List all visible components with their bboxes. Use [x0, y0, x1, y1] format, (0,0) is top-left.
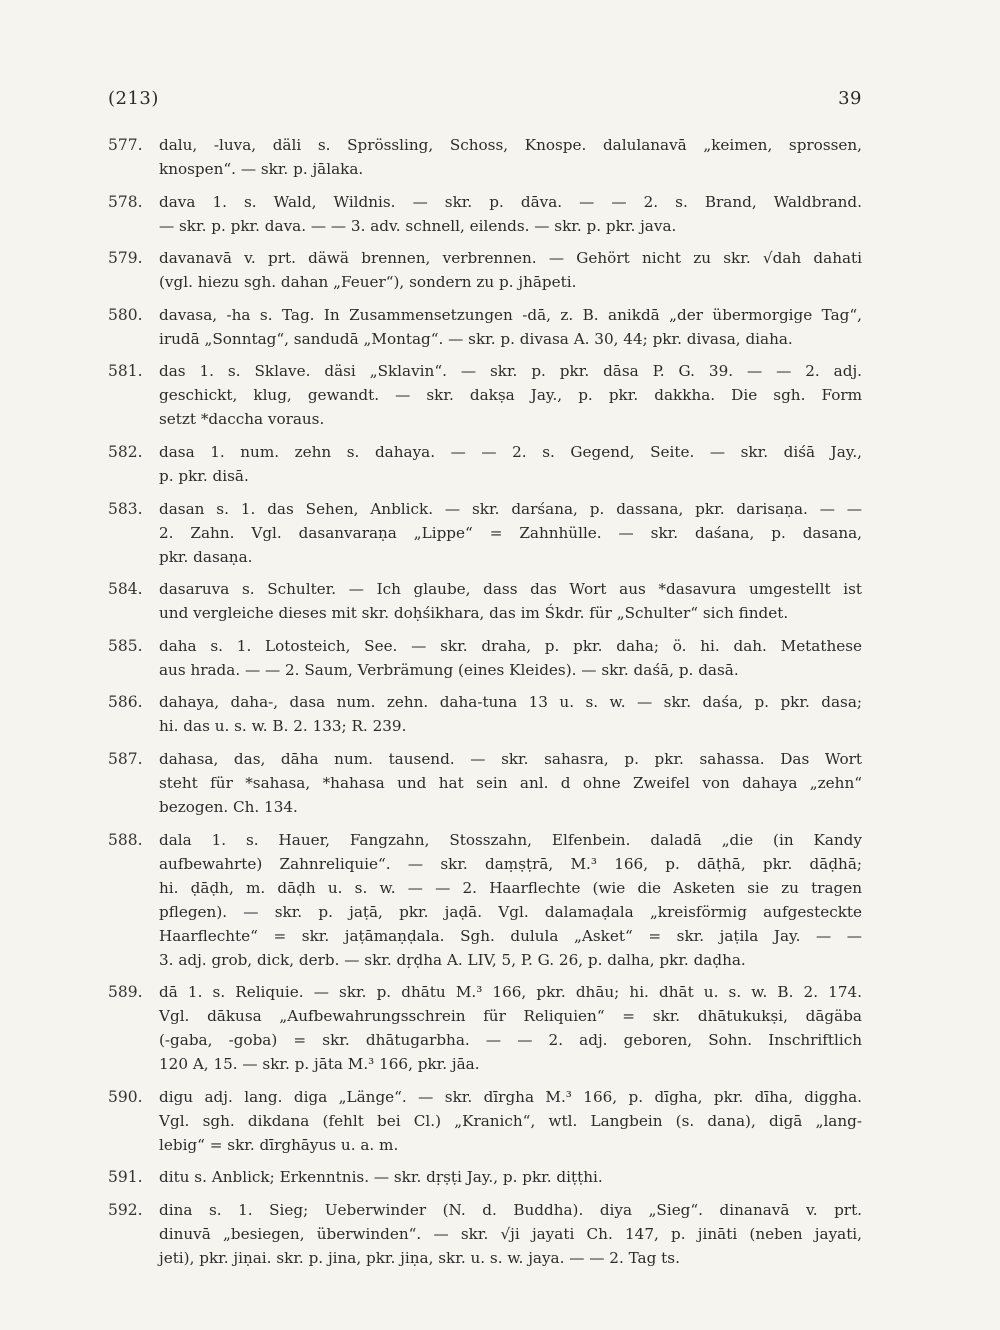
entry-text-line: irudā „Sonntag“, sandudā „Montag“. — skr. p. divasa A. 30, 44; pkr. divasa, diaha. — [159, 329, 793, 348]
entry-text-line: 3. adj. grob, dick, derb. — skr. dṛḍha A. LIV, 5, P. G. 26, p. dalha, pkr. daḍha. — [159, 950, 746, 969]
entry-text-line: Vgl. sgh. dikdana (fehlt bei Cl.) „Kranich“, wtl. Langbein (s. dana), digā „lang- — [159, 1111, 862, 1130]
entry-text-line: aus hrada. — — 2. Saum, Verbrämung (eines Kleides). — skr. daśā, p. dasā. — [159, 660, 739, 679]
entry-text-line: ditu s. Anblick; Erkenntnis. — skr. dṛṣṭi Jay., p. pkr. diṭṭhi. — [159, 1168, 603, 1187]
dictionary-entry — [108, 828, 862, 972]
entry-number: 590. — [108, 1087, 143, 1106]
entry-text-line: davanavā v. prt. däwä brennen, verbrennen. — Gehört nicht zu skr. √dah dahati — [159, 249, 862, 268]
dictionary-entry — [108, 190, 862, 238]
entry-number: 578. — [108, 192, 143, 211]
entry-text-line: dasa 1. num. zehn s. dahaya. — — 2. s. Gegend, Seite. — skr. diśā Jay., — [159, 442, 862, 461]
entry-text-line: setzt *daccha voraus. — [159, 410, 325, 429]
entry-text-line: das 1. s. Sklave. däsi „Sklavin“. — skr. p. pkr. dāsa P. G. 39. — — 2. adj. — [159, 362, 862, 381]
entry-text-line: pkr. dasaṇa. — [159, 547, 253, 566]
entry-list — [108, 133, 862, 1279]
page-header — [108, 88, 862, 109]
entry-number: 592. — [108, 1200, 143, 1219]
entry-text-line: dahasa, das, dāha num. tausend. — skr. sahasra, p. pkr. sahassa. Das Wort — [159, 749, 862, 768]
page-number: 39 — [838, 88, 862, 109]
dictionary-entry — [108, 497, 862, 569]
entry-number: 587. — [108, 749, 143, 768]
entry-text-line: Vgl. dākusa „Aufbewahrungsschrein für Reliquien“ = skr. dhātukukṣi, dāgäba — [159, 1007, 862, 1026]
dictionary-entry — [108, 246, 862, 294]
entry-text-line: dala 1. s. Hauer, Fangzahn, Stosszahn, Elfenbein. daladā „die (in Kandy — [159, 830, 862, 849]
entry-number: 585. — [108, 636, 143, 655]
entry-text-line: (-gaba, -goba) = skr. dhātugarbha. — — 2. adj. geboren, Sohn. Inschriftlich — [159, 1031, 862, 1050]
dictionary-entry — [108, 133, 862, 181]
entry-text-line: (vgl. hiezu sgh. dahan „Feuer“), sondern zu p. jhāpeti. — [159, 273, 577, 292]
entry-text-line: pflegen). — skr. p. jaṭā, pkr. jaḍā. Vgl. dalamaḍala „kreisförmig aufgesteckte — [159, 902, 862, 921]
entry-text-line: dahaya, daha-, dasa num. zehn. daha-tuna 13 u. s. w. — skr. daśa, p. pkr. dasa; — [159, 693, 862, 712]
entry-text-line: dasaruva s. Schulter. — Ich glaube, dass das Wort aus *dasavura umgestellt ist — [159, 580, 862, 599]
entry-text-line: davasa, -ha s. Tag. In Zusammensetzungen -dā, z. B. anikdā „der übermorgige Tag“, — [159, 305, 862, 324]
entry-number: 577. — [108, 136, 143, 154]
entry-text-line: digu adj. lang. diga „Länge“. — skr. dīrgha M.³ 166, p. dīgha, pkr. dīha, diggha. — [159, 1087, 862, 1106]
entry-text-line: und vergleiche dieses mit skr. doḥśikhara, das im Śkdr. für „Schulter“ sich findet. — [159, 604, 789, 623]
entry-text-line: hi. das u. s. w. B. 2. 133; R. 239. — [159, 717, 407, 736]
entry-text-line: — skr. p. pkr. dava. — — 3. adv. schnell, eilends. — skr. p. pkr. java. — [159, 216, 677, 235]
entry-text-line: 120 A, 15. — skr. p. jāta M.³ 166, pkr. jāa. — [159, 1055, 480, 1074]
dictionary-entry — [108, 980, 862, 1076]
entry-text-line: Haarflechte“ = skr. jaṭāmaṇḍala. Sgh. dulula „Asket“ = skr. jaṭila Jay. — — — [159, 926, 862, 945]
entry-text-line: dinuvā „besiegen, überwinden“. — skr. √ji jayati Ch. 147, p. jināti (neben jayati, — [159, 1224, 862, 1243]
entry-text-line: hi. ḍāḍh, m. dāḍh u. s. w. — — 2. Haarflechte (wie die Asketen sie zu tragen — [159, 878, 862, 897]
entry-number: 584. — [108, 580, 143, 599]
entry-number: 581. — [108, 362, 143, 381]
entry-number: 579. — [108, 249, 143, 268]
entry-text-line: dina s. 1. Sieg; Ueberwinder (N. d. Buddha). diya „Sieg“. dinanavā v. prt. — [159, 1200, 862, 1219]
entry-number: 586. — [108, 693, 143, 712]
entry-text-line: daha s. 1. Lotosteich, See. — skr. draha, p. pkr. daha; ö. hi. dah. Metathese — [159, 636, 862, 655]
dictionary-entry — [108, 634, 862, 682]
entry-text-line: aufbewahrte) Zahnreliquie“. — skr. daṃṣṭrā, M.³ 166, p. dāṭhā, pkr. dāḍhā; — [159, 854, 862, 873]
entry-number: 582. — [108, 442, 143, 461]
entry-text-line: steht für *sahasa, *hahasa und hat sein anl. d ohne Zweifel von dahaya „zehn“ — [159, 773, 862, 792]
entry-text-line: jeti), pkr. jiṇai. skr. p. jina, pkr. jiṇa, skr. u. s. w. jaya. — — 2. Tag ts. — [159, 1248, 680, 1267]
dictionary-entry — [108, 359, 862, 431]
entry-text-line: dalu, -luva, däli s. Sprössling, Schoss, Knospe. dalulanavā „keimen, sprossen, — [159, 136, 862, 154]
entry-text-line: dā 1. s. Reliquie. — skr. p. dhātu M.³ 166, pkr. dhāu; hi. dhāt u. s. w. B. 2. 174. — [159, 983, 862, 1002]
entry-text-line: dava 1. s. Wald, Wildnis. — skr. p. dāva. — — 2. s. Brand, Waldbrand. — [159, 192, 862, 211]
dictionary-entry — [108, 577, 862, 625]
dictionary-entry — [108, 440, 862, 488]
entry-text-line: knospen“. — skr. p. jālaka. — [159, 160, 364, 178]
dictionary-entry — [108, 690, 862, 738]
dictionary-entry — [108, 747, 862, 819]
dictionary-entry — [108, 303, 862, 351]
dictionary-entry — [108, 1085, 862, 1157]
entry-number: 589. — [108, 983, 143, 1002]
entry-text-line: dasan s. 1. das Sehen, Anblick. — skr. darśana, p. dassana, pkr. darisaṇa. — — — [159, 499, 862, 518]
page-section-number: (213) — [108, 88, 159, 109]
entry-text-line: p. pkr. disā. — [159, 466, 249, 485]
entry-number: 588. — [108, 830, 143, 849]
entry-text-line: bezogen. Ch. 134. — [159, 797, 298, 816]
entry-text-line: 2. Zahn. Vgl. dasanvaraṇa „Lippe“ = Zahnhülle. — skr. daśana, p. dasana, — [159, 523, 862, 542]
entry-number: 583. — [108, 499, 143, 518]
entry-text-line: geschickt, klug, gewandt. — skr. dakṣa Jay., p. pkr. dakkha. Die sgh. Form — [159, 386, 862, 405]
dictionary-entry — [108, 1198, 862, 1270]
entry-number: 580. — [108, 305, 143, 324]
dictionary-entry — [108, 1165, 862, 1189]
entry-number: 591. — [108, 1168, 143, 1187]
entry-text-line: lebig“ = skr. dīrghāyus u. a. m. — [159, 1135, 399, 1154]
